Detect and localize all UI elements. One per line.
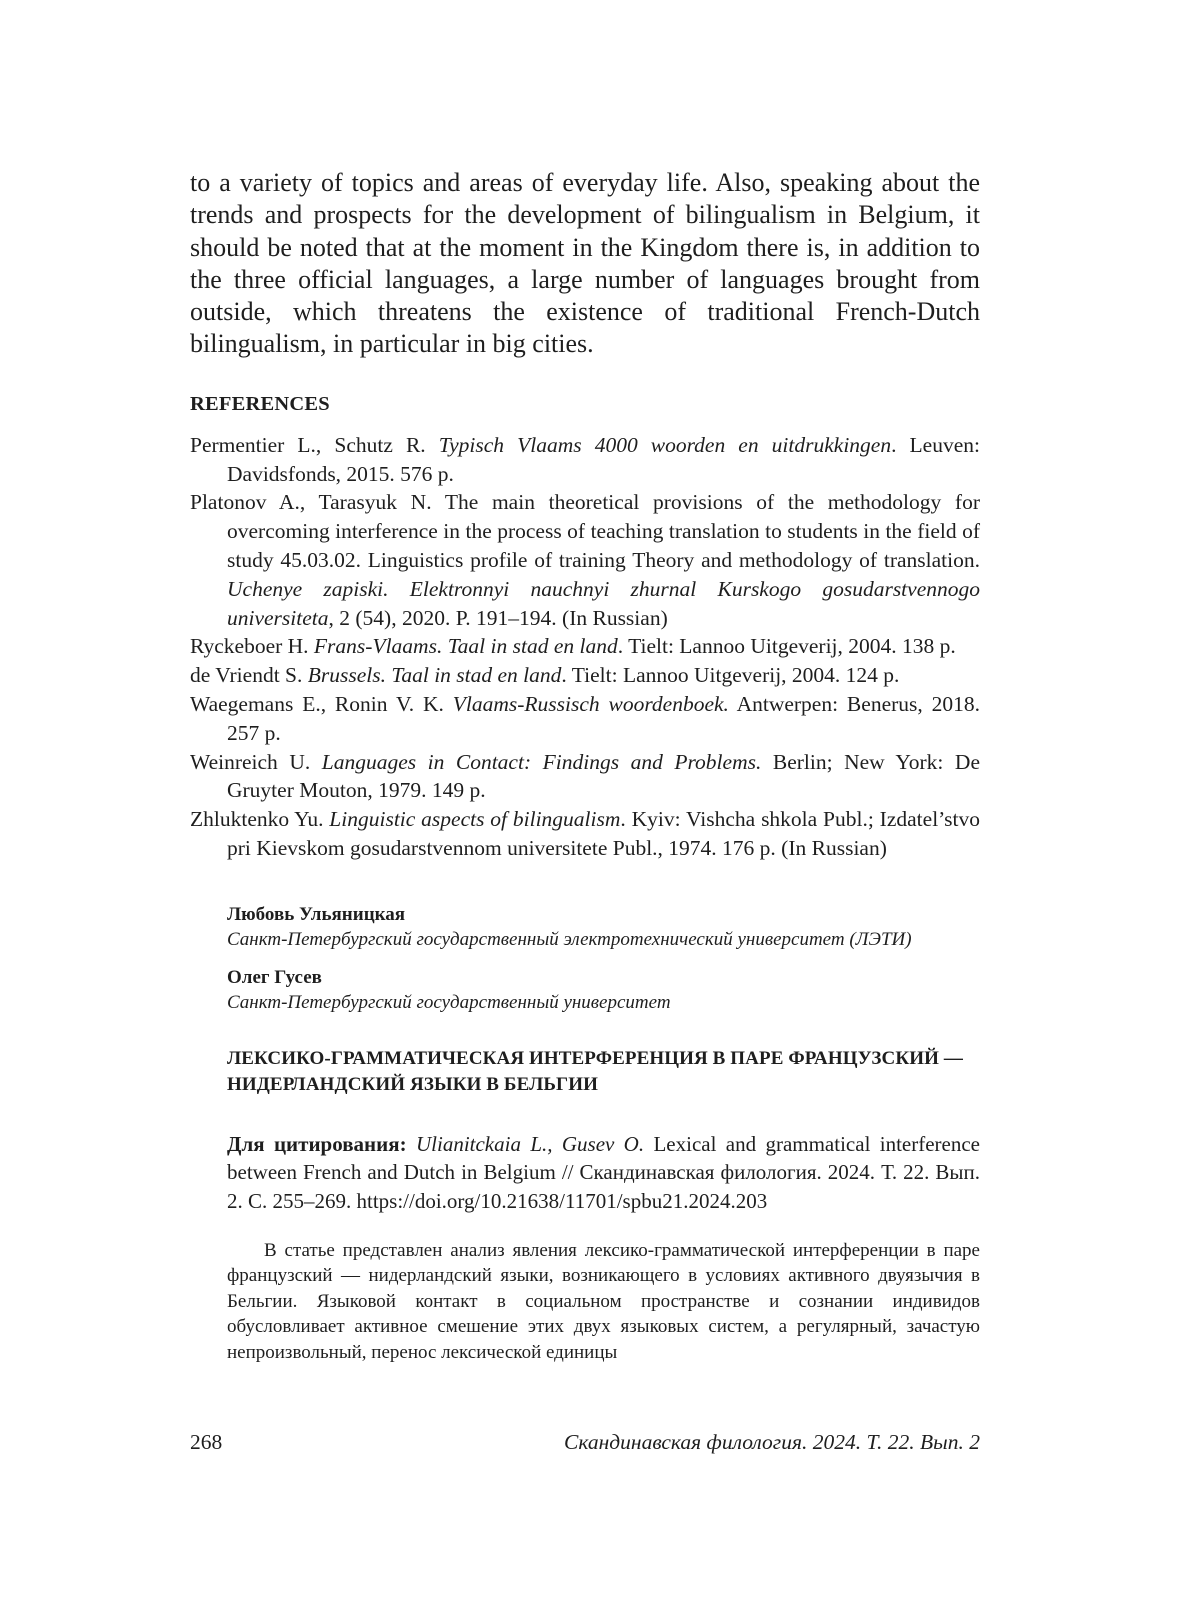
- reference-details: Antwerpen: Benerus, 2018. 257 p.: [227, 691, 980, 745]
- reference-title: Vlaams-Russisch woordenboek.: [452, 691, 729, 716]
- references-heading: REFERENCES: [190, 392, 330, 415]
- reference-authors: Waegemans E., Ronin V. K.: [190, 691, 453, 716]
- reference-item: [190, 690, 980, 748]
- author-name: Любовь Ульяницкая: [227, 903, 406, 925]
- reference-details: . Leuven: Davidsfonds, 2015. 576 p.: [227, 432, 980, 486]
- page-number: 268: [190, 1430, 223, 1454]
- reference-details: . Tielt: Lannoo Uitgeverij, 2004. 138 p.: [617, 634, 956, 659]
- reference-title: Frans-Vlaams. Taal in stad en land: [313, 634, 618, 659]
- reference-title: Linguistic aspects of bilingualism: [329, 807, 621, 832]
- conclusion-paragraph: to a variety of topics and areas of everyday life. Also, speaking about the trends and prospects for the development of bilingualism in Belgium, it should be noted that at the moment in the Kingdom there is, in addition to the three official languages, a large number of languages brought from outside, which threatens the existence of traditional French-Dutch bilingualism, in particular in big cities.: [190, 168, 980, 359]
- reference-item: [190, 661, 980, 690]
- reference-authors: Ryckeboer H.: [190, 634, 314, 659]
- reference-details: Berlin; New York: De Gruyter Mouton, 1979. 149 p.: [227, 749, 980, 803]
- reference-authors: Zhluktenko Yu.: [190, 807, 330, 832]
- reference-item: [190, 748, 980, 806]
- author-block: [227, 965, 980, 1015]
- reference-authors: Permentier L., Schutz R.: [190, 432, 439, 457]
- reference-authors: de Vriendt S.: [190, 663, 308, 688]
- reference-title: Typisch Vlaams 4000 woorden en uitdrukkingen: [438, 432, 892, 457]
- article-title-line: ЛЕКСИКО-ГРАММАТИЧЕСКАЯ ИНТЕРФЕРЕНЦИЯ В ПАРЕ ФРАНЦУЗСКИЙ —: [227, 1047, 963, 1069]
- reference-details: , 2 (54), 2020. P. 191–194. (In Russian): [328, 605, 668, 630]
- citation-text: Lexical and grammatical interference between French and Dutch in Belgium // Скандинавская филология. 2024. Т. 22. Вып. 2. С. 255–269. https://doi.org/10.21638/11701/spbu21.2024.203: [227, 1131, 981, 1213]
- article-title-line: НИДЕРЛАНДСКИЙ ЯЗЫКИ В БЕЛЬГИИ: [227, 1073, 598, 1095]
- citation-label: Для цитирования:: [227, 1131, 407, 1156]
- author-list: [227, 902, 980, 1015]
- reference-details: . Kyiv: Vishcha shkola Publ.; Izdatel’stvo pri Kievskom gosudarstvennom universitete Publ., 1974. 176 p. (In Russian): [227, 807, 980, 860]
- reference-item: [190, 632, 980, 661]
- citation: [227, 1130, 980, 1215]
- references-list: [190, 431, 980, 863]
- author-affiliation: Санкт-Петербургский государственный электротехнический университет (ЛЭТИ): [227, 928, 912, 950]
- journal-running-title: Скандинавская филология. 2024. Т. 22. Вып. 2: [564, 1430, 980, 1454]
- citation-authors: Ulianitckaia L., Gusev O.: [415, 1131, 645, 1156]
- reference-title: Brussels. Taal in stad en land: [307, 663, 562, 688]
- author-affiliation: Санкт-Петербургский государственный университет: [227, 991, 671, 1013]
- reference-item: [190, 805, 980, 863]
- page-footer: [190, 1427, 980, 1457]
- reference-title: Languages in Contact: Findings and Problems.: [321, 749, 762, 774]
- page-content: [190, 167, 980, 1365]
- reference-authors: Platonov A., Tarasyuk N. The main theoretical provisions of the methodology for overcoming interference in the process of teaching translation to students in the field of study 45.03.02. Linguistics profile of training Theory and methodology of translation.: [190, 490, 980, 572]
- reference-authors: Weinreich U.: [190, 749, 322, 774]
- author-name: Олег Гусев: [227, 966, 322, 988]
- article-title: [227, 1046, 980, 1098]
- abstract: В статье представлен анализ явления лексико-грамматической интерференции в паре французский — нидерландский языки, возникающего в условиях активного двуязычия в Бельгии. Языковой контакт в социальном пространстве и сознании индивидов обусловливает активное смешение этих двух языковых систем, а регулярный, зачастую непроизвольный, перенос лексической единицы: [227, 1239, 980, 1363]
- reference-details: . Tielt: Lannoo Uitgeverij, 2004. 124 p.: [561, 663, 900, 688]
- reference-item: [190, 488, 980, 632]
- reference-title: Uchenye zapiski. Elektronnyi nauchnyi zhurnal Kurskogo gosudarstvennogo universiteta: [227, 576, 980, 630]
- author-block: [227, 902, 980, 952]
- reference-item: [190, 431, 980, 489]
